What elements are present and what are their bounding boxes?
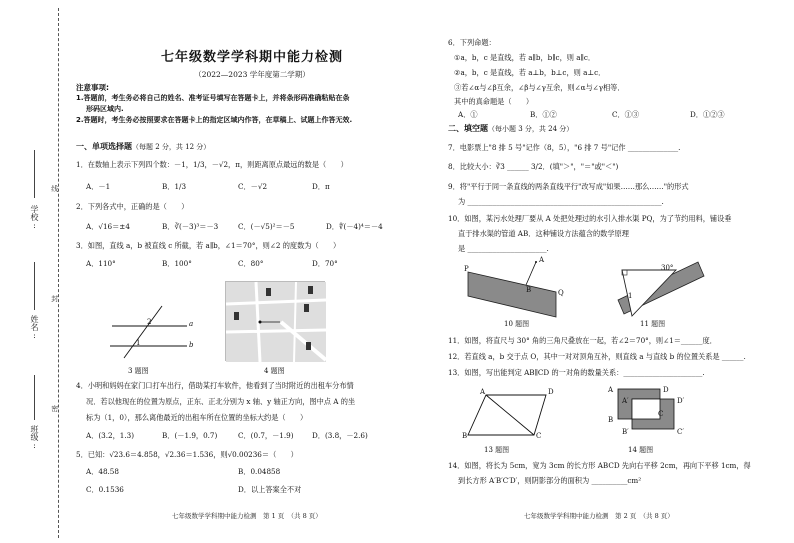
fig10-label-a: A	[539, 256, 545, 264]
section-1-heading	[76, 142, 210, 152]
fig10-label-q: Q	[558, 289, 564, 297]
fig3-caption: 3 题图	[128, 367, 149, 375]
q1-option-b: B．1/3	[162, 182, 187, 191]
q3-stem: 3．如图，直线 a，b 被直线 c 所截，若 a∥b，∠1＝70°，则∠2 的度数为（ ）	[76, 241, 341, 250]
fig3-angle-1-label: 1	[136, 339, 141, 347]
note-2: 2.答题时，考生务必按照要求在答题卡上的指定区域内作答，在草稿上、试题上作答无效.	[76, 116, 353, 124]
section-2-desc: （每小题 3 分，共 24 分）	[488, 125, 574, 133]
fig13-label-d: D	[548, 388, 554, 396]
fig14-label-d-prime: D′	[677, 397, 685, 405]
q14-line-1: 14．如图，将长为 5cm，宽为 3cm 的长方形 ABCD 先向右平移 2cm，再向下平移 1cm，得	[448, 461, 751, 470]
fig13-label-b: B	[462, 432, 468, 440]
q2-option-b: B．∛(－3)³＝－3	[162, 222, 219, 231]
seal-dashed-line	[58, 8, 59, 538]
school-label: 学校:	[30, 205, 39, 230]
class-label: 班级:	[30, 425, 39, 450]
fig10-caption: 10 题图	[504, 320, 530, 328]
q11-stem: 11．如图，将直尺与 30° 角的三角尺叠放在一起，若∠2＝70°，则∠1＝______度．	[448, 336, 717, 345]
figure-4-taxi-map	[225, 281, 325, 361]
q3-option-c: C．80°	[238, 259, 264, 268]
fig14-label-b: B	[608, 416, 614, 424]
q5-option-b: B．0.04858	[238, 467, 281, 476]
fig4-caption: 4 题图	[264, 367, 285, 375]
fig11-caption: 11 题图	[640, 320, 666, 328]
q6-option-c: C．①③	[612, 110, 640, 119]
fig13-label-c: C	[536, 432, 542, 440]
line-c	[124, 306, 162, 358]
q5-stem: 5．已知：√23.6＝4.858，√2.36＝1.536，则√0.00236＝（ ）	[76, 450, 298, 459]
fig14-label-a-prime: A′	[622, 397, 629, 405]
map-roads	[226, 282, 326, 362]
fig14-caption: 14 题图	[628, 446, 654, 454]
fig11-angle-label: 30°	[661, 264, 674, 272]
fig11-angle-1-label: 1	[628, 292, 633, 300]
section-1-title: 一、单项选择题	[76, 142, 132, 151]
q3-option-a: A．110°	[86, 259, 116, 268]
binding-margin	[0, 0, 70, 543]
note-1-line-2: 形码区域内.	[86, 105, 124, 113]
page-2-footer: 七年级数学学科期中能力检测 第 2 页 （共 8 页）	[524, 512, 674, 520]
seal-mark-secret: 密	[50, 405, 59, 412]
fig14-label-a: A	[608, 386, 614, 394]
q14-line-2: 到长方形 A′B′C′D′，则阴影部分的面积为 __________cm²	[458, 476, 642, 485]
fig3-line-b-label: b	[189, 341, 194, 349]
q10-line-3: 是 ______________________.	[458, 244, 549, 253]
q4-option-a: A．(3.2，1.3)	[86, 431, 135, 440]
section-2-heading	[448, 124, 573, 134]
notes-heading: 注意事项:	[76, 83, 109, 92]
q10-line-1: 10．如图，某污水处理厂要从 A 处把处理过的水引入排水渠 PQ，为了节约用料，铺设垂	[448, 214, 732, 223]
exam-title: 七年级数学学科期中能力检测	[160, 50, 343, 65]
seal-mark-seal: 封	[50, 295, 59, 302]
school-underline	[34, 150, 35, 198]
q6-proposition-3: ③若∠α与∠β互余，∠β与∠γ互余，则∠α与∠γ相等．	[454, 83, 625, 92]
q2-stem: 2．下列各式中，正确的是（ ）	[76, 202, 189, 211]
q5-option-a: A．48.58	[86, 467, 119, 476]
q4-line-2: 况．若以他现在的位置为原点，正东、正北分别为 x 轴、y 轴正方向，图中点 A 的坐	[86, 397, 356, 406]
fig10-label-b: B	[526, 286, 532, 294]
q2-option-a: A．√16＝±4	[86, 222, 130, 231]
q4-line-1: 4．小明和妈妈在家门口打车出行，借助某打车软件，他看到了当时附近的出租车分布情	[76, 381, 354, 390]
page-1-footer: 七年级数学学科期中能力检测 第 1 页 （共 8 页）	[172, 512, 322, 520]
q6-option-d: D．①②③	[690, 110, 725, 119]
q6-ask: 其中的真命题是（ ）	[454, 97, 534, 106]
exam-subtitle: （2022—2023 学年度第二学期）	[194, 70, 310, 79]
q3-option-b: B．100°	[162, 259, 192, 268]
figure-13-parallelogram	[466, 390, 566, 440]
q6-proposition-1: ①a，b，c 是直线，若 a∥b，b∥c，则 a∥c．	[454, 53, 596, 62]
q7-stem: 7．电影票上"8 排 5 号"记作（8，5），"6 排 7 号"记作 ______________.	[448, 143, 681, 152]
q4-option-d: D．(3.8，－2.6)	[312, 431, 368, 440]
q6-proposition-2: ②a，b，c 是直线，若 a⊥b，b⊥c，则 a⊥c．	[454, 68, 606, 77]
q12-stem: 12．若直线 a，b 交于点 O，其中一对对顶角互补，则直线 a 与直线 b 的位置关系是 ______.	[448, 352, 746, 361]
fig3-angle-2-label: 2	[147, 318, 152, 326]
fig13-caption: 13 题图	[484, 446, 510, 454]
q4-line-3: 标为（1，0），那么离他最近的出租车所在位置的坐标大约是（ ）	[86, 413, 308, 422]
fig14-label-c: C	[658, 410, 664, 418]
q3-option-d: D．70°	[312, 259, 338, 268]
name-label: 姓名:	[30, 315, 39, 340]
note-1-line-1: 1.答题前，考生务必将自己的姓名、准考证号填写在答题卡上，并将条形码准确粘贴在条	[76, 94, 350, 102]
name-underline	[34, 262, 35, 310]
q13-stem: 13．如图，写出能判定 AB∥CD 的一对角的数量关系：______________________.	[448, 368, 705, 377]
fig14-label-b-prime: B′	[622, 428, 629, 436]
q6-stem: 6．下列命题：	[448, 38, 496, 47]
q1-option-c: C．－√2	[238, 182, 268, 191]
q6-option-a: A．①	[458, 110, 478, 119]
fig3-line-a-label: a	[189, 320, 194, 328]
q9-line-2: 为 ______________________________________________________.	[458, 197, 664, 206]
fig10-label-p: P	[464, 265, 469, 273]
fig14-label-c-prime: C′	[677, 428, 684, 436]
q5-option-d: D．以上答案全不对	[238, 485, 302, 494]
fig14-label-d: D	[663, 386, 669, 394]
q5-option-c: C．0.1536	[86, 485, 124, 494]
q8-stem: 8．比较大小：∛3 ______ 3/2．(填"＞"，"＝"或"＜")	[448, 162, 619, 171]
section-2-title: 二、填空题	[448, 124, 488, 133]
q2-option-c: C．(－√5)²＝－5	[238, 222, 295, 231]
page-1	[72, 0, 428, 543]
q10-line-2: 直于排水渠的管道 AB．这种铺设方法蕴含的数学原理	[458, 229, 629, 238]
q9-line-1: 9．将"平行于同一条直线的两条直线平行"改写成"如果……那么……"的形式	[448, 182, 689, 191]
q1-option-a: A．－1	[86, 182, 111, 191]
q6-option-b: B．①②	[530, 110, 557, 119]
q1-option-d: D．π	[312, 182, 330, 191]
seal-mark-line: 线	[50, 185, 59, 192]
section-1-desc: （每题 2 分，共 12 分）	[132, 143, 211, 151]
q1-stem: 1．在数轴上表示下列四个数：－1，1/3，－√2，π，则距离原点最远的数是（ ）	[76, 160, 348, 169]
q4-option-b: B．(－1.9，0.7)	[162, 431, 218, 440]
fig13-label-a: A	[480, 388, 486, 396]
q4-option-c: C．(0.7，－1.9)	[238, 431, 294, 440]
q2-option-d: D．∜(－4)⁴＝－4	[326, 222, 383, 231]
class-underline	[34, 375, 35, 420]
page-2	[444, 0, 788, 543]
